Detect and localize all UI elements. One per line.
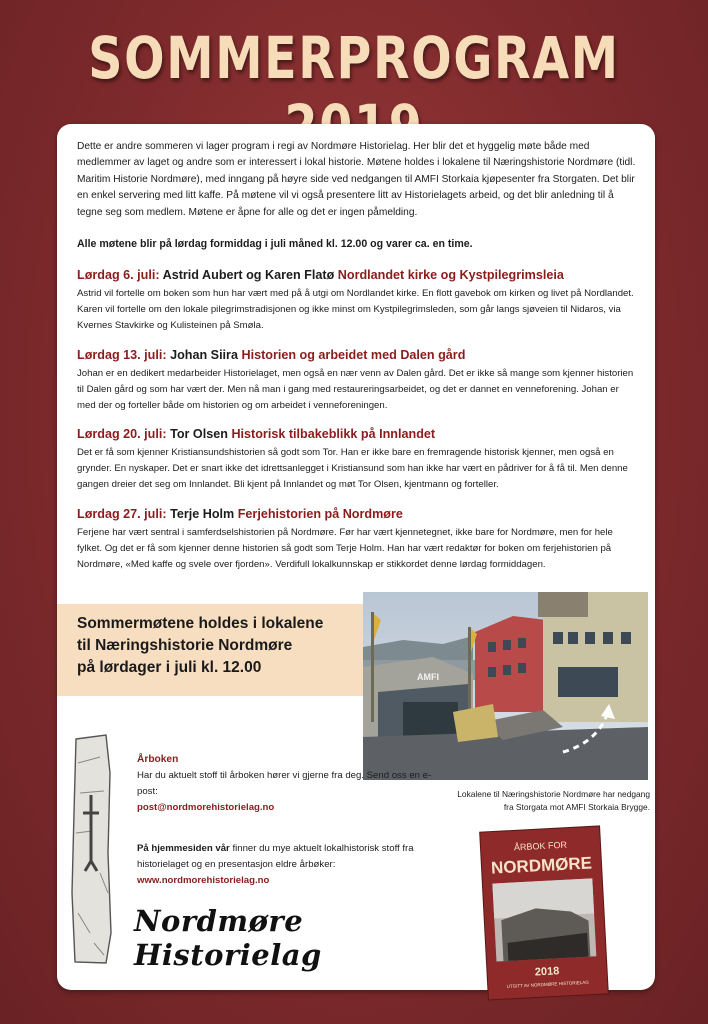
book-year: 2018 <box>534 965 560 979</box>
caption-line: Lokalene til Næringshistorie Nordmøre har nedgang <box>457 789 650 799</box>
event-topic: Nordlandet kirke og Kystpilegrimsleia <box>337 268 564 282</box>
event-date: Lørdag 6. juli: <box>77 268 160 282</box>
event-speaker: Terje Holm <box>170 507 235 521</box>
event-1 <box>77 267 637 334</box>
arbok-email-link[interactable]: post@nordmorehistorielag.no <box>137 802 275 813</box>
meeting-notice <box>57 604 367 696</box>
event-speaker: Astrid Aubert og Karen Flatø <box>162 268 335 282</box>
book-title: NORDMØRE <box>490 853 593 878</box>
website-link[interactable]: www.nordmorehistorielag.no <box>137 875 270 886</box>
yearbook-cover <box>476 823 611 1003</box>
event-date: Lørdag 13. juli: <box>77 348 167 362</box>
photo-caption <box>430 788 650 814</box>
intro-schedule: Alle møtene blir på lørdag formiddag i juli måned kl. 12.00 og varer ca. en time. <box>77 238 473 250</box>
book-top: ÅRBOK FOR <box>513 839 568 853</box>
event-text: Ferjene har vært sentral i samferdselshistorien på Nordmøre. Før har vært kjennetegnet, ikke bare for Nordmøre, men for hele fylket. Og det er få som kjenner denne historien så godt som Terje Holm. Han har vært redaktør for boken om ferjehistorien på Nordmøre, «Med kaffe og svele over fjorden». Verdifull lokalkunnskap er stikkordet denne lørdag formiddagen. <box>77 527 613 570</box>
arbok-text: Har du aktuelt stoff til årboken hører vi gjerne fra deg. Send oss en e-post: <box>137 770 432 797</box>
event-heading <box>77 347 637 363</box>
event-speaker: Johan Siira <box>170 348 238 362</box>
event-text: Astrid vil fortelle om boken som hun har vært med på å utgi om Nordlandet kirke. En flott gavebok om kirken og livet på Nordlandet. Karen vil fortelle om den lokale pilegrimstradisjonen og ikke minst om Kystpilegrimsleden, som går langs sjøveien til Nidaros, via Kvernes Stavkirke og Kulisteinen på Smøla. <box>77 288 634 331</box>
event-speaker: Tor Olsen <box>170 427 228 441</box>
website-section <box>137 841 437 889</box>
event-4 <box>77 506 637 573</box>
website-text-body: finner du mye aktuelt lokalhistorisk stoff fra historielaget og en presentasjon eldre årbøker: <box>137 843 414 870</box>
event-2 <box>77 347 637 414</box>
event-topic: Historisk tilbakeblikk på Innlandet <box>231 427 436 441</box>
page-title: SOMMERPROGRAM <box>88 24 620 92</box>
intro-text: Dette er andre sommeren vi lager program i regi av Nordmøre Historielag. Her blir det et hyggelig møte både med medlemmer av laget og andre som er interessert i lokal historie. Møtene holdes i lokalene til Næringshistorie Nordmøre (tidl. Maritim Historie Nordmøre), med inngang på høyre side ved nedgangen til AMFI Storkaia kjøpesenter fra Storgaten. Det blir en enkel servering med litt kaffe. På møtene vil vi også presentere litt av Historielagets arbeid, og det blir anledning til å tegne seg som medlem. Møtene er åpne for alle og det er ingen påmelding. <box>77 141 636 218</box>
website-text <box>137 841 437 873</box>
website-text-bold: På hjemmesiden vår <box>137 843 230 854</box>
event-text: Det er få som kjenner Kristiansundshistorien så godt som Tor. Han er ikke bare en fremragende historisk kjenner, men også en grynder. En nyskaper. Det er snart ikke det idrettsanlegget i Kristiansund som han ikke har vært en pådriver for å få til. Men denne gangen dreier det seg om Innlandet. Bli kjent på Innlandet og møt Tor Olsen, kjentmann og forteller. <box>77 447 628 490</box>
event-heading <box>77 267 637 283</box>
event-heading <box>77 506 637 522</box>
event-text: Johan er en dedikert medarbeider Historielaget, men også en nær venn av Dalen gård. Det er ikke så mange som kjenner historien til Dalen gård og som har vært der. Men nå man i gang med restaureringsarbeidet, og det er dannet en venneforening. Johan er med der og forteller både om historien og om arbeidet i venneforeningen. <box>77 368 634 411</box>
event-topic: Historien og arbeidet med Dalen gård <box>241 348 466 362</box>
yearbook-cover-illustration <box>476 823 611 1003</box>
runestone-illustration <box>70 733 112 965</box>
arbok-section <box>137 752 437 816</box>
book-publisher: UTGITT AV NORDMØRE HISTORIELAG <box>506 979 589 989</box>
caption-line: fra Storgata mot AMFI Storkaia Brygge. <box>503 802 650 812</box>
runestone-image <box>70 733 112 965</box>
notice-line: på lørdager i juli kl. 12.00 <box>77 659 262 676</box>
event-date: Lørdag 27. juli: <box>77 507 167 521</box>
notice-line: Sommermøtene holdes i lokalene <box>77 615 324 632</box>
event-date: Lørdag 20. juli: <box>77 427 167 441</box>
notice-line: til Næringshistorie Nordmøre <box>77 637 293 654</box>
event-topic: Ferjehistorien på Nordmøre <box>237 507 403 521</box>
amfi-sign: AMFI <box>417 672 439 682</box>
event-3 <box>77 426 637 493</box>
historielag-logo: Nordmøre Historielag <box>134 904 322 972</box>
arbok-heading: Årboken <box>137 754 179 765</box>
event-heading <box>77 426 637 442</box>
